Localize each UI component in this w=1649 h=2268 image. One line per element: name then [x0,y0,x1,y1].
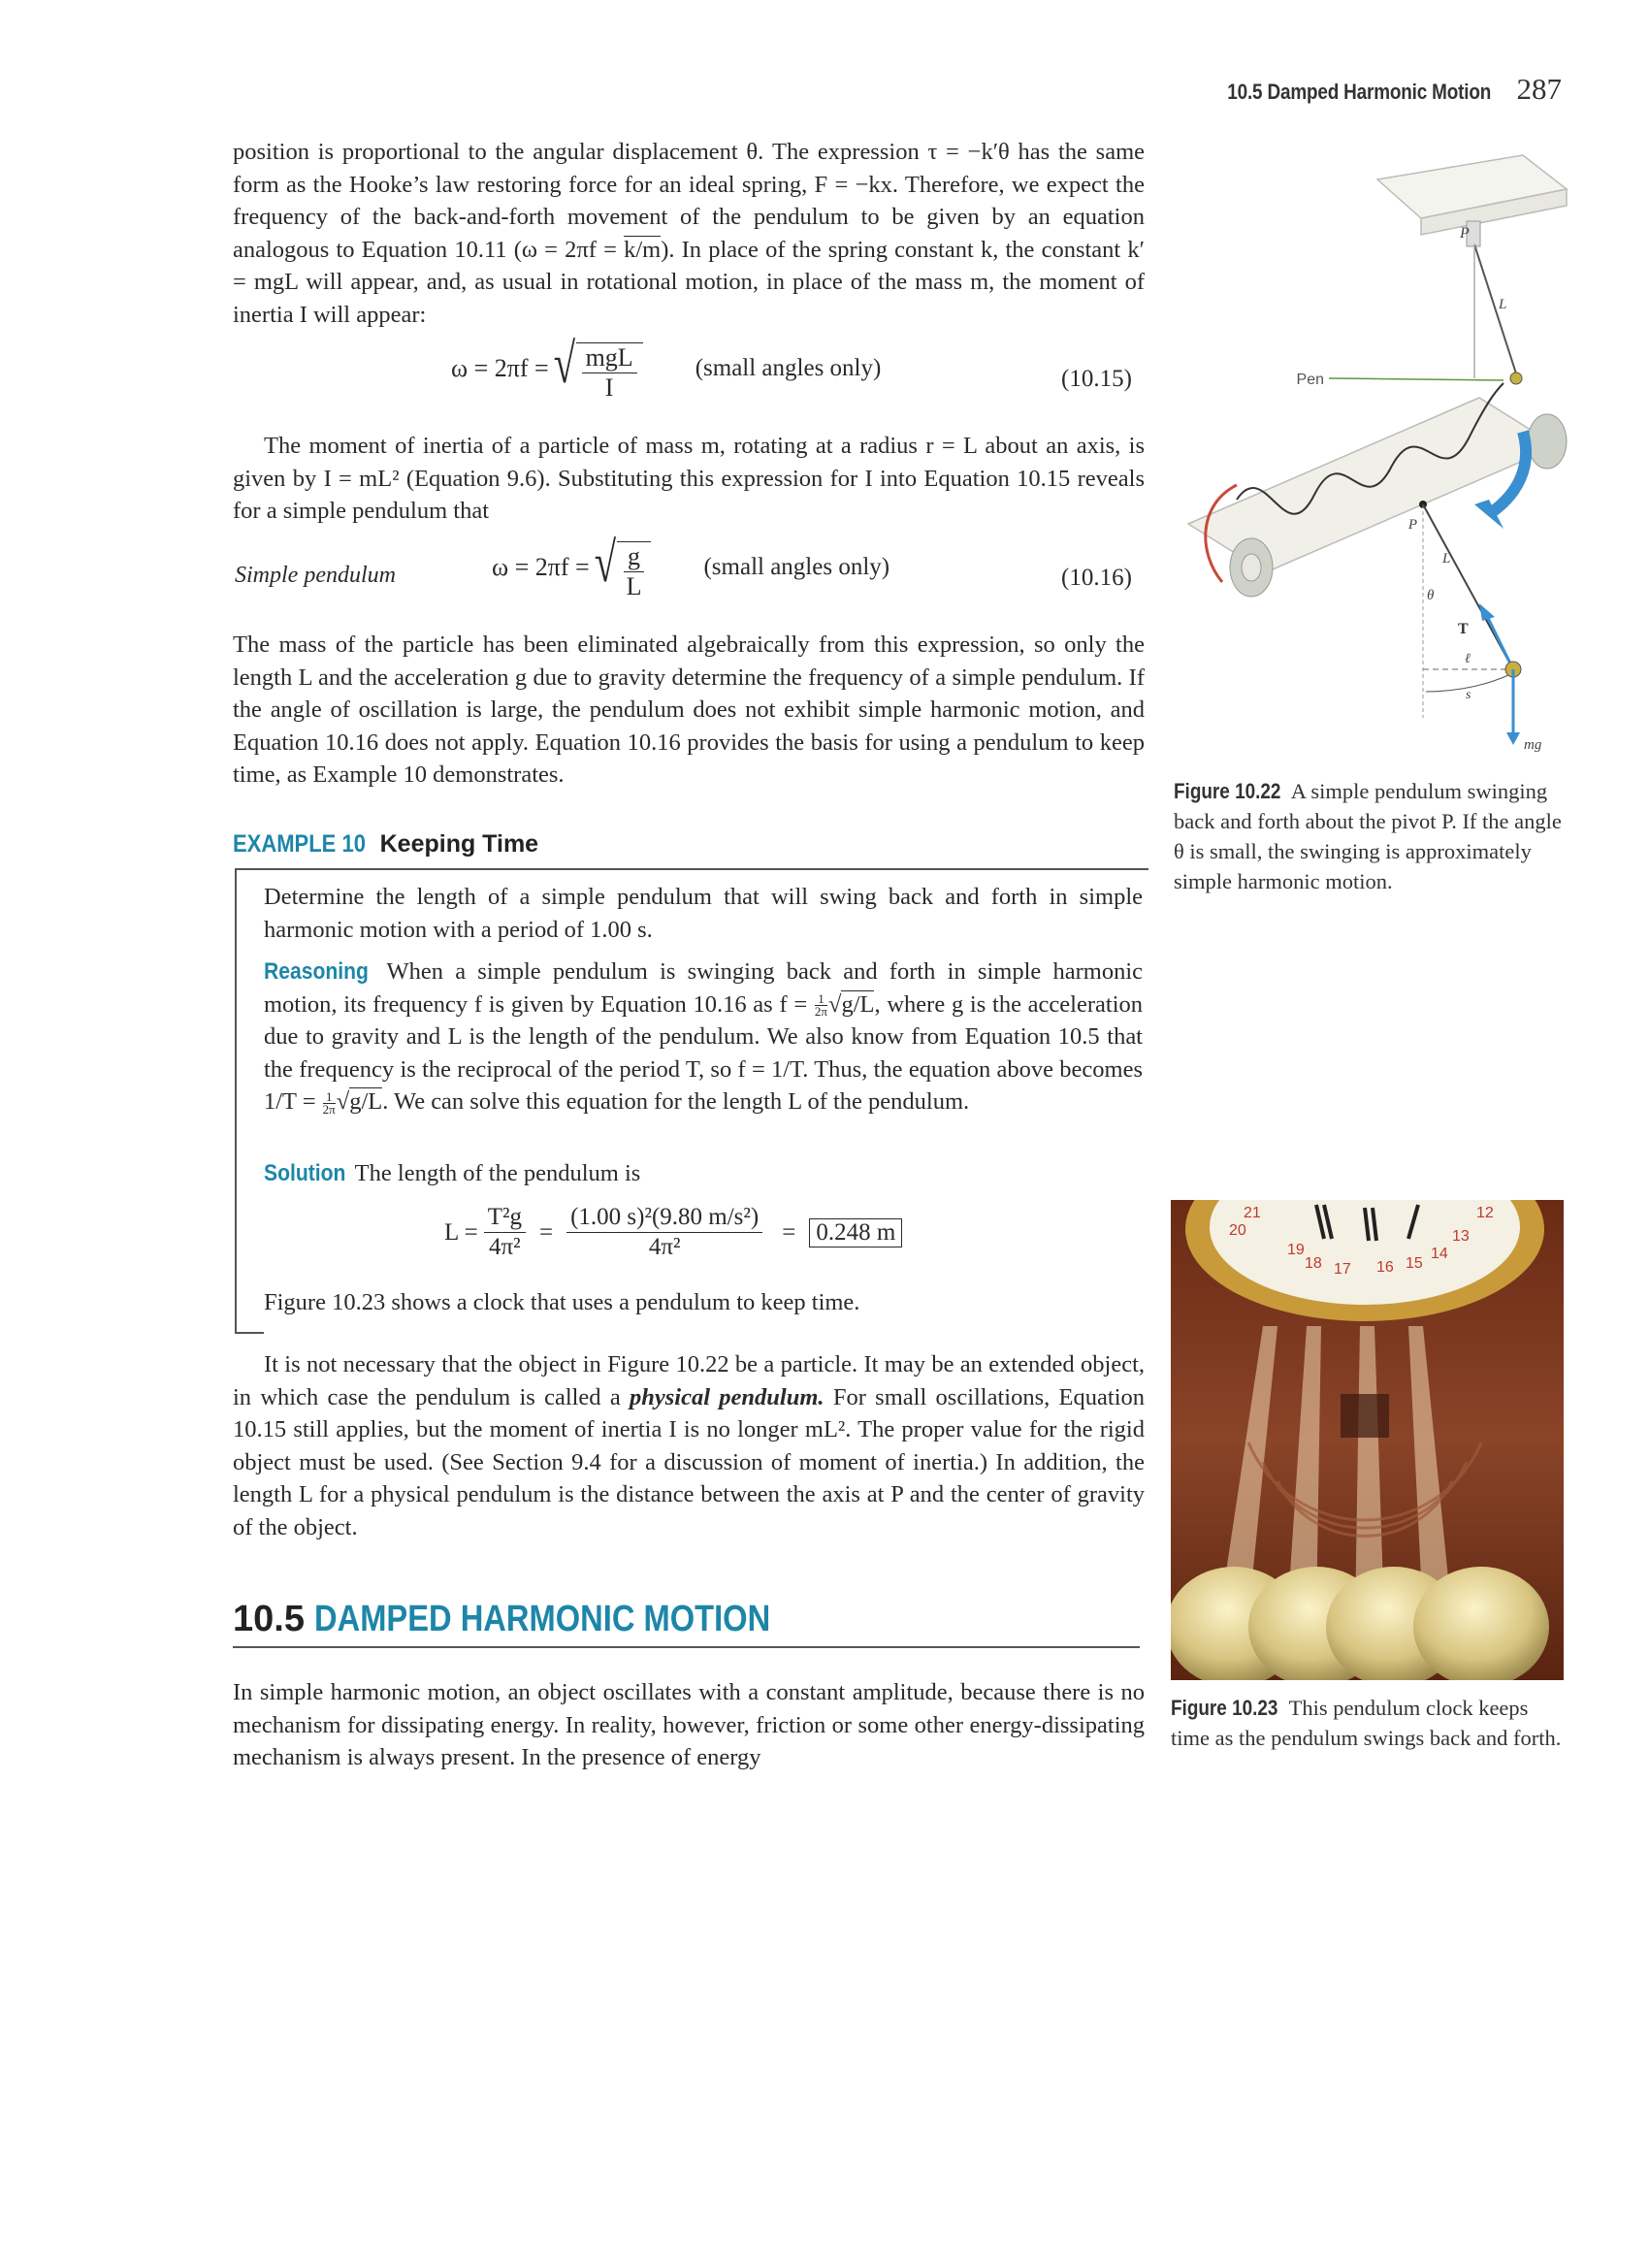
eq15-note: (small angles only) [695,355,882,381]
paragraph-4-text-a: It is not necessary that the object in Figure 10.22 be a particle. It may be an extended object, in which case the pendulum is called a [233,1351,1145,1410]
example-footer [264,1286,1143,1319]
fig22-label-s: s [1466,688,1471,702]
page-number: 287 [1516,72,1562,106]
reasoning-text-c: . We can solve this equation for the length L of the pendulum. [382,1088,970,1115]
solution-answer: 0.248 m [809,1218,902,1247]
paragraph-2-text: The moment of inertia of a particle of mass m, rotating at a radius r = L about an axis, is given by I = mL² (Equation 9.6). Substituting this expression for I into Equation 10.15 reveals for a simple pendulum that [233,433,1145,524]
fig22-label-ell: ℓ [1465,652,1471,666]
section-title: DAMPED HARMONIC MOTION [313,1599,771,1639]
reasoning-frac-2 [322,1088,336,1117]
equation-10-15 [451,332,882,403]
reasoning-label: Reasoning [264,958,369,985]
solution-frac-2-den: 4π² [648,1234,681,1260]
figure-10-23-caption-text: This pendulum clock keeps time as the pendulum swings back and forth. [1171,1696,1562,1750]
paragraph-1 [233,136,1145,331]
paragraph-5-text: In simple harmonic motion, an object oscillates with a constant amplitude, because there is no mechanism for dissipating energy. In reality, however, friction or some other energy-dissipating mechanism is always present. In the presence of energy [233,1679,1145,1770]
example-reasoning: Reasoning When a simple pendulum is swinging back and forth in simple harmonic motion, its frequency f is given by Equation 10.16 as f = $\frac{1}{2\pi}$ √g/L, where g is the acceleration due to gravity and L is the length of the pendulum. We also know from Equation 10.5 that the frequency is the reciprocal of the period T, so f = 1/T. Thus, the equation above becomes 1/T = $\frac{1}{2\pi}$ √g/L. We can solve this equation for the length L of the pendulum. [264,956,1143,1118]
fig22-label-theta: θ [1427,588,1435,603]
physical-pendulum-term: physical pendulum. [630,1383,824,1410]
eq16-denominator: L [626,572,642,600]
dial-number-14: 14 [1431,1246,1448,1262]
figure-10-22-caption [1174,776,1571,896]
paragraph-1-text-a: position is proportional to the angular displacement θ. The expression τ = −k′θ has the same form as the Hooke’s law restoring force for an ideal spring, F = −kx. Therefore, we expect the frequency of the back-and-forth movement of the pendulum to be given by an equation analogous to Equation 10.11 (ω = 2πf = [233,139,1145,263]
dial-number-12: 12 [1476,1205,1494,1221]
paragraph-2 [233,430,1145,528]
solution-text: The length of the pendulum is [354,1160,641,1186]
solution-frac-1-num: T²g [484,1203,526,1233]
eq15-sqrt: √ $\frac{\text{mgL}}{I}$ [549,335,643,403]
equation-10-16 [492,531,890,601]
dial-number-21: 21 [1244,1205,1261,1221]
section-heading [233,1599,1140,1648]
eq15-number: (10.15) [1061,366,1132,392]
fig22-label-p: P [1407,517,1417,533]
solution-equation [444,1203,902,1262]
eq15-lhs: ω = 2πf = [451,354,549,382]
figure-10-23-label: Figure 10.23 [1171,1696,1278,1720]
dial-number-13: 13 [1452,1228,1470,1245]
reasoning-frac-2-num: 1 [323,1091,336,1104]
fig22-label-pen: Pen [1296,372,1324,388]
figure-10-23 [1171,1200,1564,1680]
dial-number-15: 15 [1406,1255,1423,1272]
solution-eq-sign-1: = [538,1218,554,1246]
reasoning-sqrt-2: g/L [349,1088,383,1115]
pendulum-diagram [1179,136,1586,757]
example-problem [264,881,1143,946]
fig22-label-p-top: P [1460,225,1470,242]
solution-eq-lhs: L = [444,1218,478,1246]
running-section-title: 10.5 Damped Harmonic Motion [1227,80,1492,104]
dial-number-19: 19 [1287,1242,1305,1258]
figure-10-22-label: Figure 10.22 [1174,779,1281,803]
dial-number-18: 18 [1305,1255,1322,1272]
solution-frac-2-num: (1.00 s)²(9.80 m/s²) [566,1203,762,1233]
reasoning-frac-1-den: 2π [814,1004,827,1020]
eq16-numerator: g [624,542,644,572]
reasoning-frac-1 [815,993,827,1018]
example-solution [264,1157,1143,1190]
reasoning-text-a: When a simple pendulum is swinging back and forth in simple harmonic motion, its frequency f is given by Equation 10.16 as f = [264,958,1144,1018]
paragraph-1-text-b: ). In place of the spring constant k, the constant k′ = mgL will appear, and, as usual in rotational motion, in place of the mass m, the moment of inertia I will appear: [233,236,1146,328]
eq16-label: Simple pendulum [235,563,396,588]
example-title [233,830,538,859]
eq16-number: (10.16) [1061,565,1132,591]
example-label: EXAMPLE 10 [233,830,366,858]
eq15-denominator: I [604,373,614,402]
solution-eq-sign-2: = [782,1218,796,1246]
fig22-label-t: T [1458,621,1469,637]
solution-frac-1-den: 4π² [489,1234,521,1260]
paragraph-4-text-b: For small oscillations, Equation 10.15 still applies, but the moment of inertia I is no longer mL². The proper value for the rigid object must be used. (See Section 9.4 for a discussion of moment of inertia.) In addition, the length L for a physical pendulum is the distance between the axis at P and the center of gravity of the object. [233,1383,1146,1540]
dial-number-17: 17 [1334,1261,1351,1278]
paragraph-4 [233,1348,1145,1543]
reasoning-text-b: , where g is the acceleration due to gravity and L is the length of the pendulum. We also know from Equation 10.5 that the frequency is the reciprocal of the period T, so f = 1/T. Thus, the equation above becomes 1/T = [264,990,1144,1115]
eq16-lhs: ω = 2πf = [492,553,590,581]
fig22-label-mg: mg [1524,737,1542,753]
eq16-note: (small angles only) [703,554,890,580]
fig22-label-l: L [1442,551,1451,567]
figure-10-22-caption-text: A simple pendulum swinging back and forth about the pivot P. If the angle θ is small, the swinging is approximately simple harmonic motion. [1174,779,1562,893]
eq16-sqrt: √ $\frac{g}{L}$ [590,534,652,601]
fig22-label-l-top: L [1499,297,1507,312]
eq15-numerator: mgL [582,343,637,373]
dial-number-16: 16 [1376,1259,1394,1276]
paragraph-3 [233,629,1145,792]
example-footer-text: Figure 10.23 shows a clock that uses a pendulum to keep time. [264,1289,860,1315]
reasoning-frac-1-num: 1 [815,993,827,1006]
reasoning-sqrt-1: g/L [841,990,875,1018]
solution-label: Solution [264,1160,346,1186]
reasoning-frac-2-den: 2π [322,1101,336,1117]
dial-number-20: 20 [1229,1222,1246,1239]
figure-10-22 [1179,136,1586,757]
section-number: 10.5 [233,1599,305,1639]
paragraph-5 [233,1676,1145,1774]
paragraph-1-sqrt: k/m [624,236,662,263]
running-header [1184,72,1562,107]
example-name: Keeping Time [379,830,539,858]
figure-10-23-caption [1171,1693,1564,1753]
pendulum-clock-photo [1171,1200,1564,1680]
paragraph-3-text: The mass of the particle has been eliminated algebraically from this expression, so only the length L and the acceleration g due to gravity determine the frequency of a simple pendulum. If the angle of oscillation is large, the pendulum does not exhibit simple harmonic motion, and Equation 10.16 does not apply. Equation 10.16 provides the basis for using a pendulum to keep time, as Example 10 demonstrates. [233,632,1145,788]
example-problem-text: Determine the length of a simple pendulum that will swing back and forth in simple harmonic motion with a period of 1.00 s. [264,884,1143,943]
